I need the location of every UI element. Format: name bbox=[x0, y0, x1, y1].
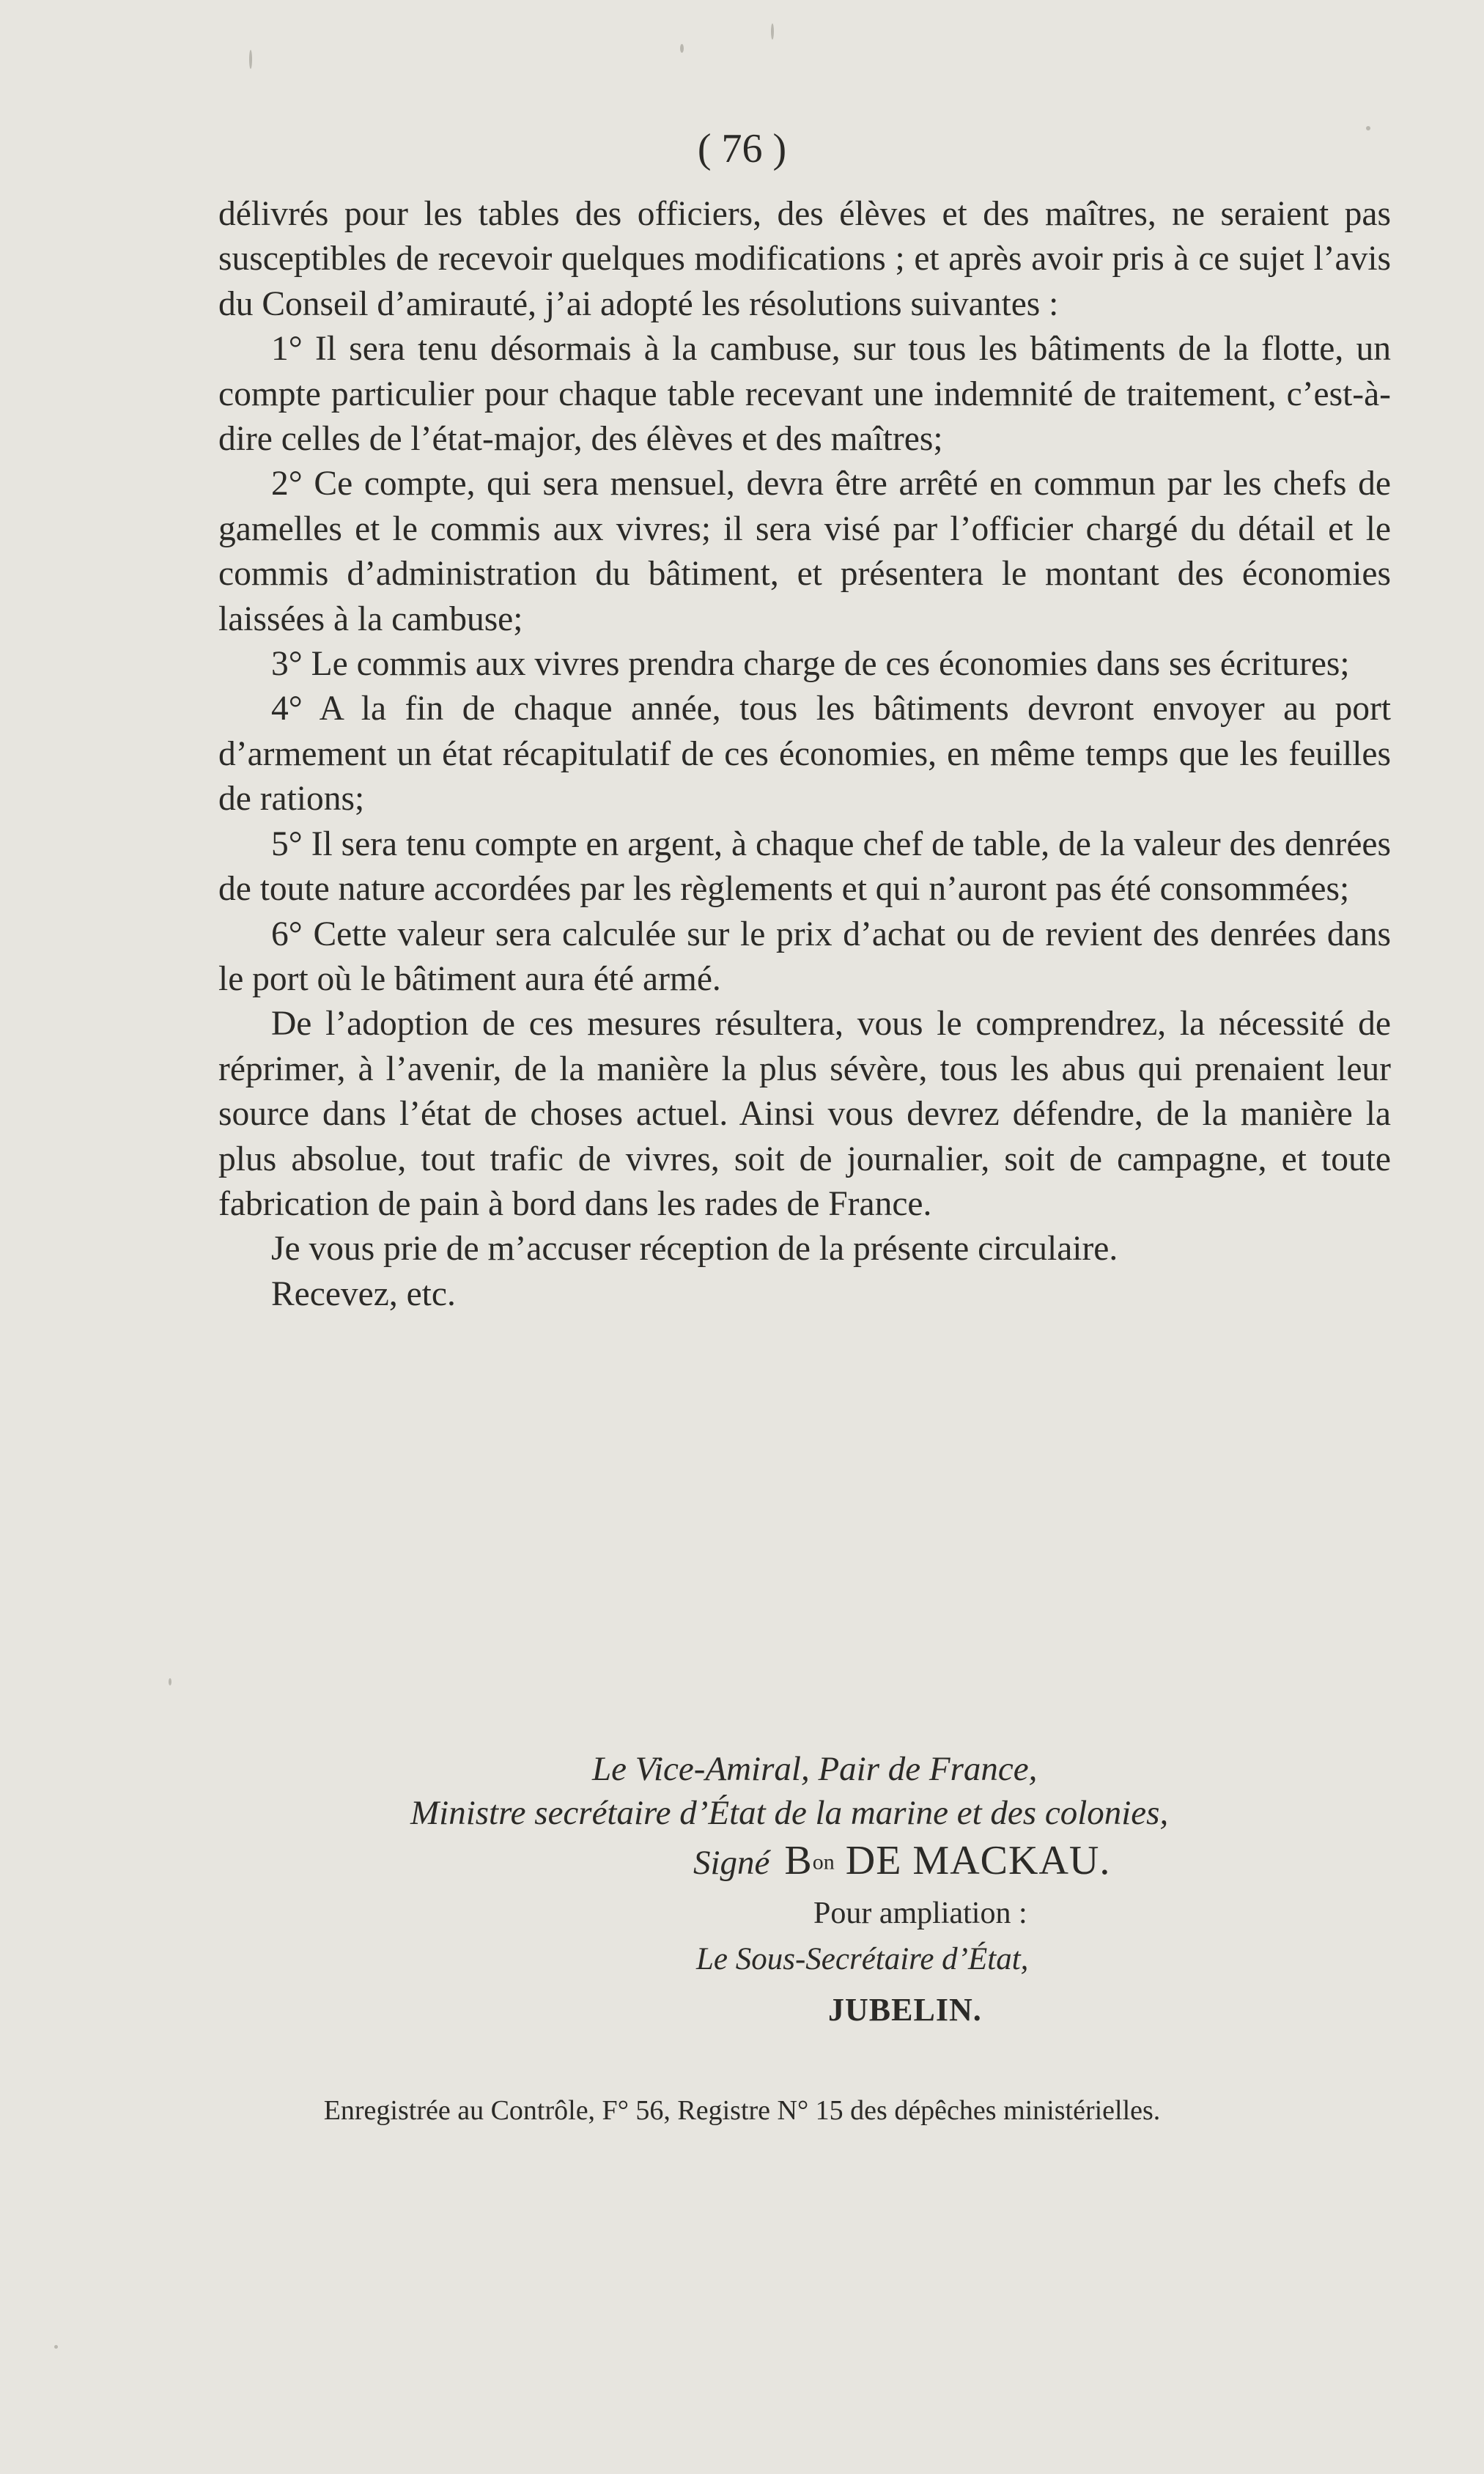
signatory-superscript: on bbox=[812, 1850, 835, 1875]
ampliation-line: Pour ampliation : bbox=[813, 1897, 1027, 1930]
paragraph-item-6: 6° Cette valeur sera calculée sur le prix d’achat ou de revient des denrées dans le port où le bâtiment aura été armé. bbox=[218, 915, 1391, 998]
paper-speck bbox=[680, 44, 684, 53]
paragraph-item-1: 1° Il sera tenu désormais à la cambuse, sur tous les bâtiments de la flotte, un compte particulier pour chaque table recevant une indemnité de traitement, c’est-à-dire celles de l’état-major, des élèves et des maîtres; bbox=[218, 330, 1391, 459]
paper-speck bbox=[249, 50, 252, 69]
paragraph-closing: Recevez, etc. bbox=[271, 1274, 456, 1313]
undersecretary-line: Le Sous-Secrétaire d’État, bbox=[696, 1942, 1029, 1976]
signatory-prefix: B bbox=[784, 1838, 813, 1883]
paragraph-item-3: 3° Le commis aux vivres prendra charge de ces économies dans ses écritures; bbox=[271, 645, 1350, 684]
undersecretary-name: JUBELIN. bbox=[828, 1992, 982, 2028]
paper-speck bbox=[771, 23, 774, 40]
paper-speck bbox=[1366, 126, 1370, 130]
paragraph-continuation: délivrés pour les tables des officiers, des élèves et des maîtres, ne seraient pas susceptibles de recevoir quelques modifications ; et après avoir pris à ce sujet l’avis du Conseil d’amirauté, j’ai adopté les résolutions suivantes : bbox=[218, 195, 1391, 323]
body-text bbox=[218, 192, 1391, 1317]
paper-speck bbox=[54, 2345, 58, 2349]
signature-title-line: Le Vice-Amiral, Pair de France, bbox=[592, 1750, 1038, 1788]
paragraph-measures: De l’adoption de ces mesures résultera, vous le comprendrez, la nécessité de réprimer, à l’avenir, de la manière la plus sévère, tous les abus qui prenaient leur source dans l’état de choses actuel. Ainsi vous devrez défendre, de la manière la plus absolue, tout trafic de vivres, soit de journalier, soit de campagne, et toute fabrication de pain à bord dans les rades de France. bbox=[218, 1005, 1391, 1223]
paragraph-item-4: 4° A la fin de chaque année, tous les bâtiments devront envoyer au port d’armement un état récapitulatif de ces économies, en même temps que les feuilles de rations; bbox=[218, 690, 1391, 819]
signed-word: Signé bbox=[693, 1844, 770, 1882]
signatory-name: DE MACKAU. bbox=[834, 1838, 1111, 1883]
paragraph-item-2: 2° Ce compte, qui sera mensuel, devra être arrêté en commun par les chefs de gamelles et le commis aux vivres; il sera visé par l’officier chargé du détail et le commis d’administration du bâtiment, et présentera le montant des économies laissées à la cambuse; bbox=[218, 465, 1391, 638]
page-number: ( 76 ) bbox=[697, 126, 787, 171]
signature-signed-line bbox=[693, 1837, 1110, 1884]
signature-ministry-line: Ministre secrétaire d’État de la marine et des colonies, bbox=[410, 1794, 1169, 1832]
paragraph-item-5: 5° Il sera tenu compte en argent, à chaque chef de table, de la valeur des denrées de toute nature accordées par les règlements et qui n’auront pas été consommées; bbox=[218, 824, 1391, 909]
registration-footer: Enregistrée au Contrôle, F° 56, Registre N° 15 des dépêches ministérielles. bbox=[323, 2095, 1161, 2126]
paper-speck bbox=[169, 1678, 171, 1685]
paragraph-acknowledgment: Je vous prie de m’accuser réception de la présente circulaire. bbox=[271, 1230, 1118, 1269]
